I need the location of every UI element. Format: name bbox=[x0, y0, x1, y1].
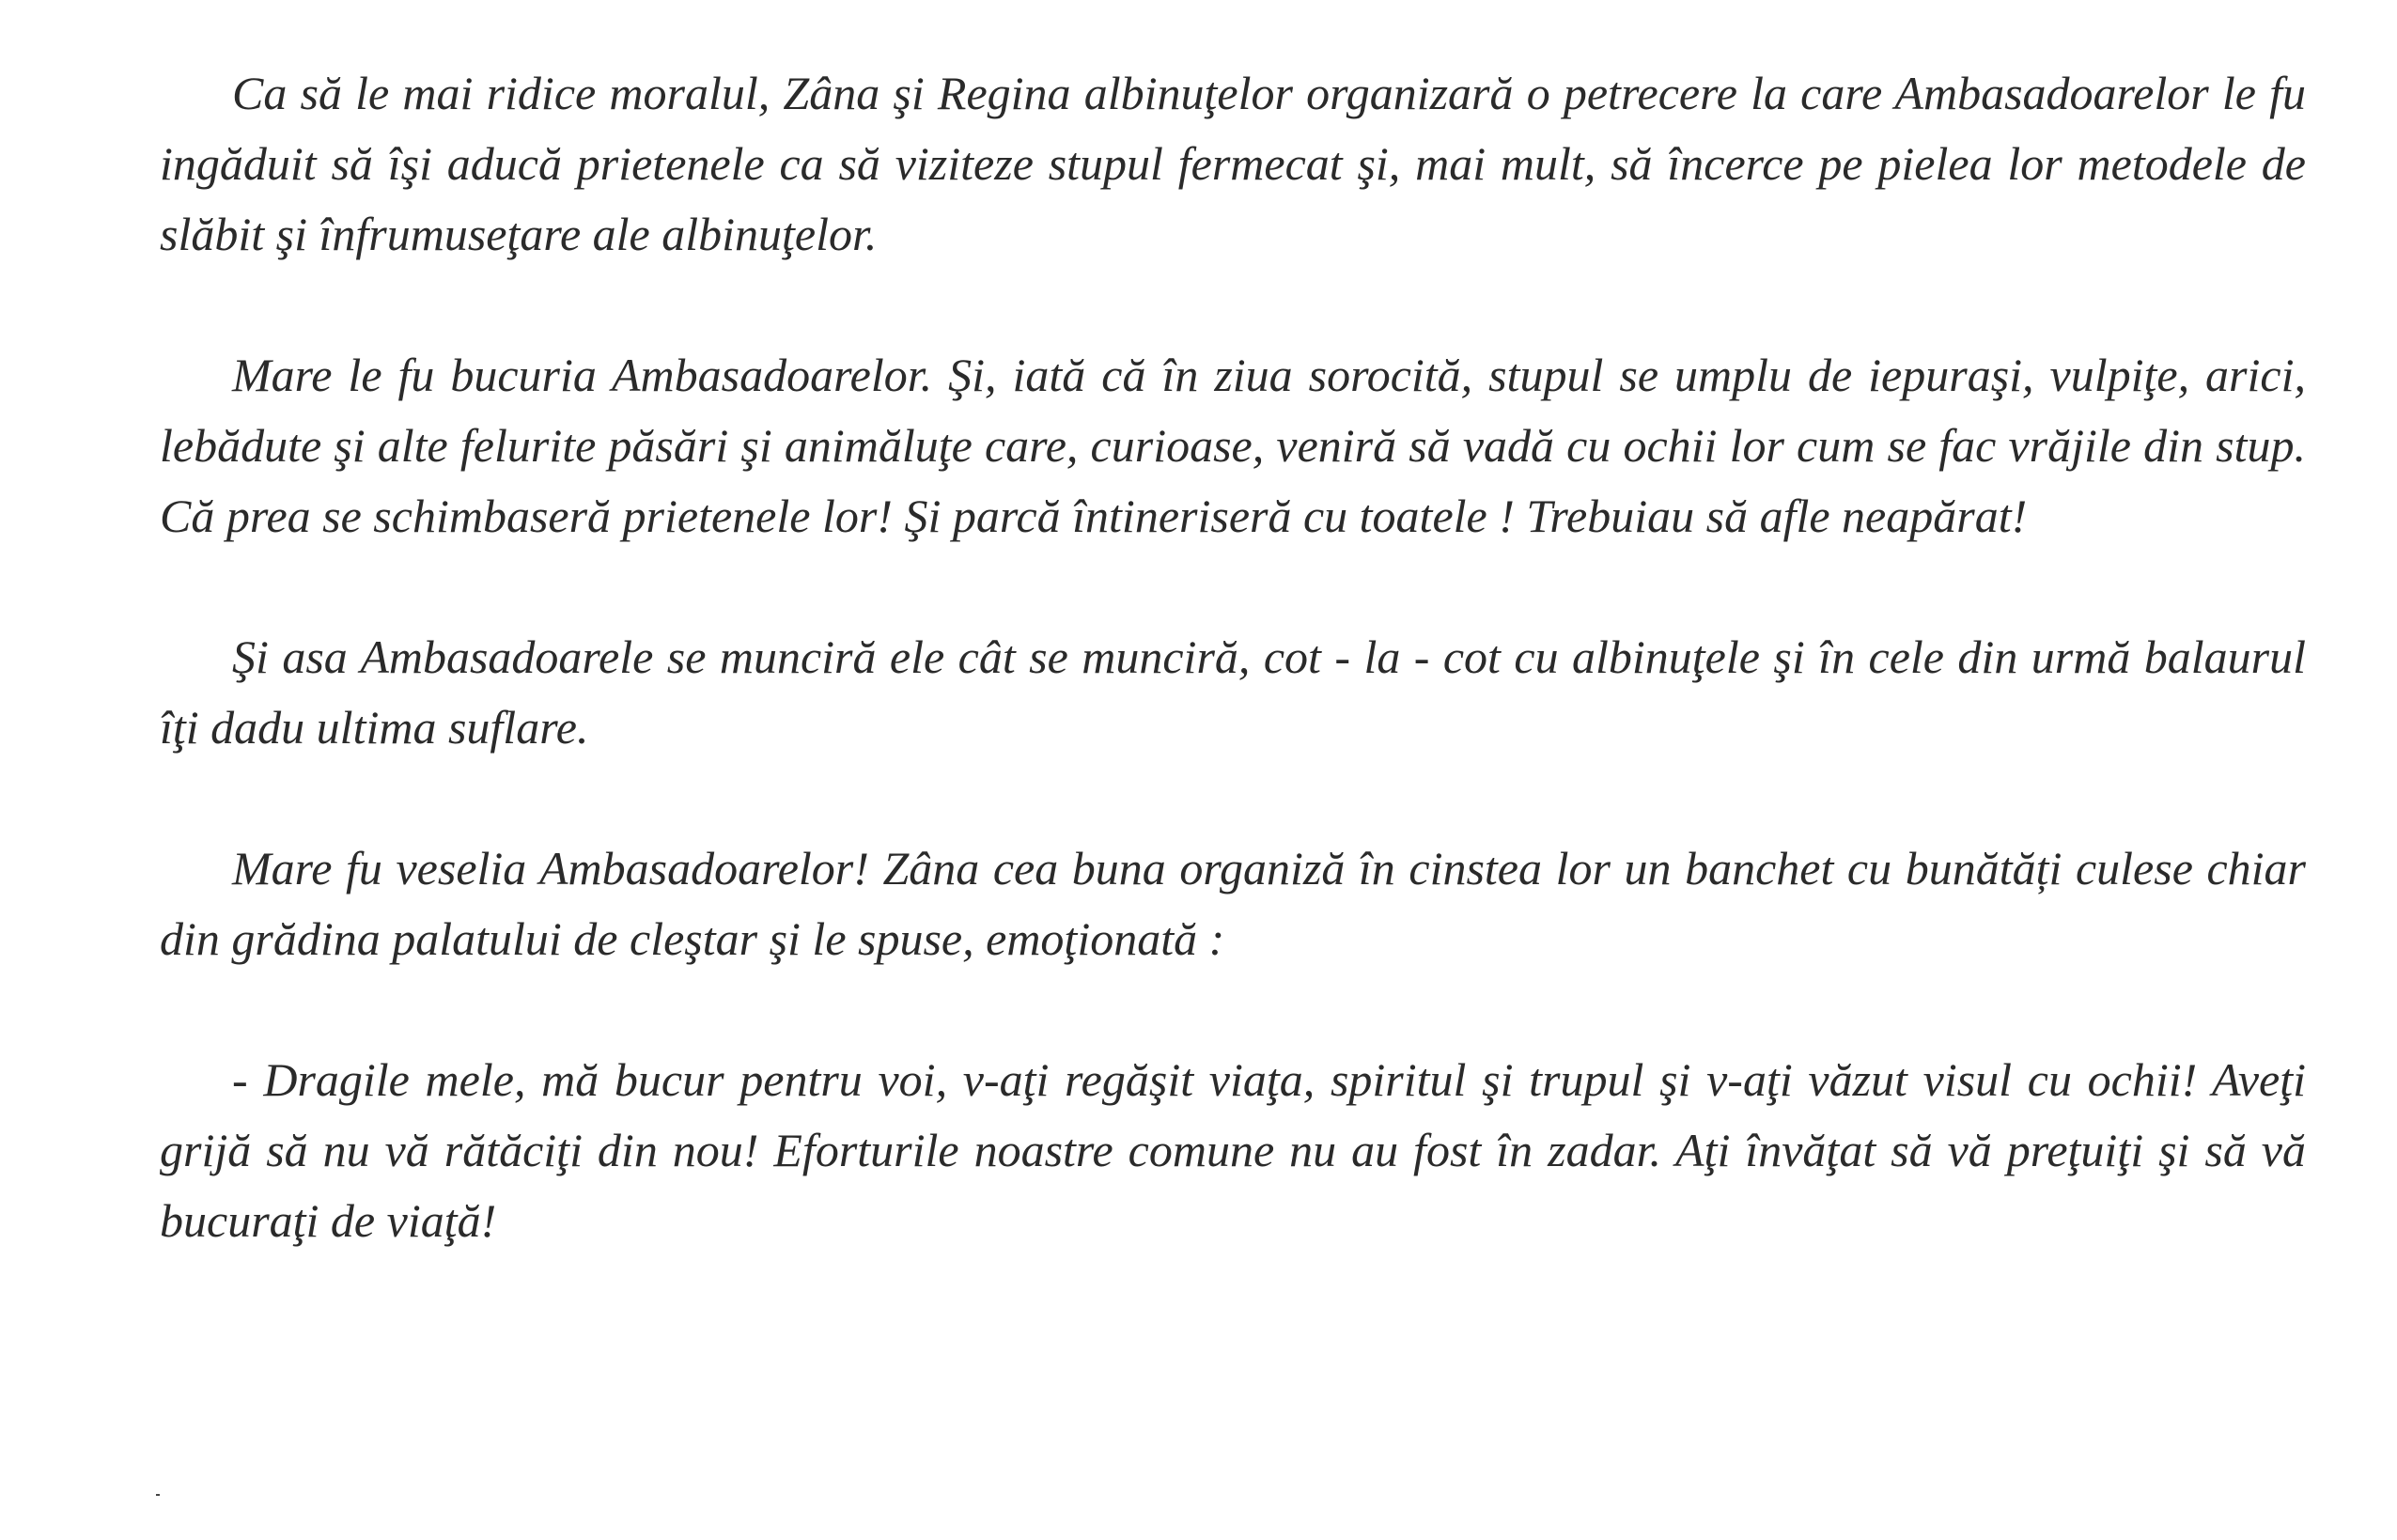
paragraph-guests: Mare le fu bucuria Ambasadoarelor. Şi, iată că în ziua sorocită, stupul se umplu de iepuraşi, vulpiţe, arici, lebădute şi alte felurite păsări şi animăluţe care, curioase, veniră să vadă cu ochii lor cum se fac vrăjile din stup. Că prea se schimbaseră prietenele lor! Şi parcă întineriseră cu toatele ! Trebuiau să afle neapărat! bbox=[160, 349, 2306, 542]
paragraph-party: Ca să le mai ridice moralul, Zâna şi Regina albinuţelor organizară o petrecere la care Ambasadoarelor le fu ingăduit să îşi aducă prietenele ca să viziteze stupul fermecat şi, mai mult, să încerce pe pielea lor metodele de slăbit şi înfrumuseţare ale albinuţelor. bbox=[160, 67, 2306, 260]
paragraph-speech: - Dragile mele, mă bucur pentru voi, v-aţi regăşit viaţa, spiritul şi trupul şi v-aţi văzut visul cu ochii! Aveţi grijă să nu vă rătăciţi din nou! Eforturile noastre comune nu au fost în zadar. Aţi învăţat să vă preţuiţi şi să vă bucuraţi de viaţă! bbox=[160, 1053, 2306, 1247]
story-text bbox=[160, 58, 2306, 1256]
paragraph-banquet: Mare fu veselia Ambasadoarelor! Zâna cea buna organiză în cinstea lor un banchet cu bunătăți culese chiar din grădina palatului de cleştar şi le spuse, emoţionată : bbox=[160, 842, 2306, 965]
paragraph-dragon: Şi asa Ambasadoarele se munciră ele cât se munciră, cot - la - cot cu albinuţele şi în cele din urmă balaurul îţi dadu ultima suflare. bbox=[160, 630, 2306, 754]
page-mark bbox=[156, 1494, 160, 1496]
